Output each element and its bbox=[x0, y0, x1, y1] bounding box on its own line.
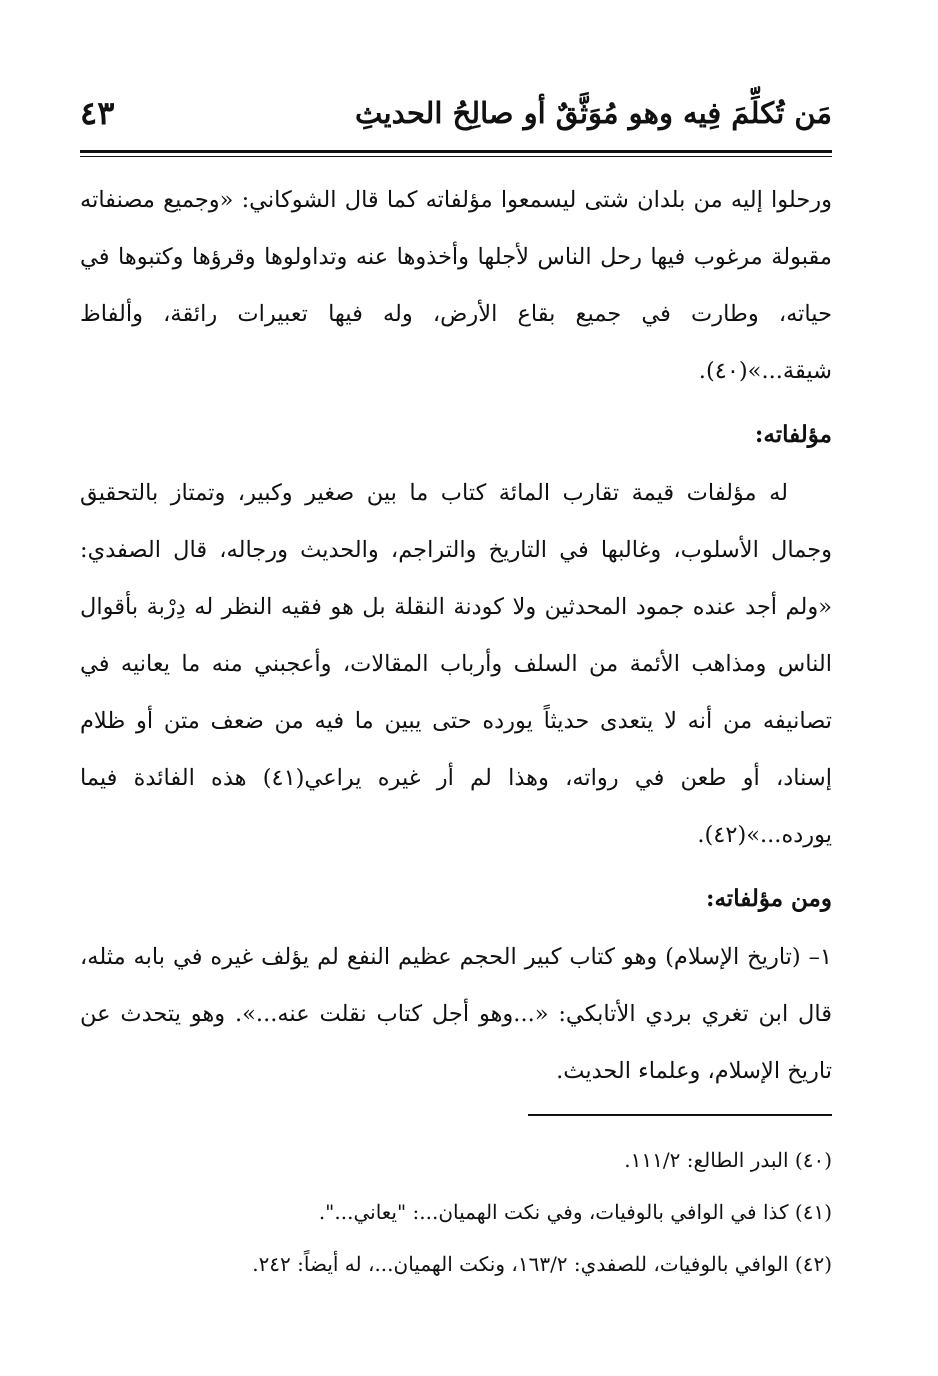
list-item-1: ١– (تاريخ الإسلام) وهو كتاب كبير الحجم عظيم النفع لم يؤلف غيره في بابه مثله، قال ابن تغري بردي الأتابكي: «...وهو أجل كتاب نقلت عنه...». وهو يتحدث عن تاريخ الإسلام، وعلماء الحديث. bbox=[80, 944, 832, 1084]
footnotes bbox=[80, 1134, 832, 1290]
page-header bbox=[80, 92, 832, 148]
main-text bbox=[80, 172, 832, 1100]
section-heading-works: مؤلفاته: bbox=[754, 421, 832, 448]
running-title: مَن تُكلِّمَ فِيه وهو مُوَثَّقٌ أو صالِحُ الحديثِ bbox=[355, 96, 832, 130]
footnote-40: (٤٠) البدر الطالع: ١١١/٢. bbox=[624, 1148, 832, 1172]
section-heading-some-works: ومن مؤلفاته: bbox=[705, 885, 832, 912]
footnote-42: (٤٢) الوافي بالوفيات، للصفدي: ١٦٣/٢، ونكت الهميان...، له أيضاً: ٢٤٢. bbox=[252, 1252, 832, 1276]
paragraph-2: له مؤلفات قيمة تقارب المائة كتاب ما بين صغير وكبير، وتمتاز بالتحقيق وجمال الأسلوب، وغالبها في التاريخ والتراجم، والحديث ورجاله، قال الصفدي: «ولم أجد عنده جمود المحدثين ولا كودنة النقلة بل هو فقيه النظر له دِرْبة بأقوال الناس ومذاهب الأئمة من السلف وأرباب المقالات، وأعجبني منه ما يعانيه في تصانيفه من أنه لا يتعدى حديثاً يورده حتى يبين ما فيه من ضعف متن أو ظلام إسناد، أو طعن في رواته، وهذا لم أر غيره يراعي(٤١) هذه الفائدة فيما يورده...»(٤٢). bbox=[80, 480, 833, 848]
page-number: ٤٣ bbox=[80, 94, 115, 132]
header-rule-thick bbox=[80, 150, 832, 153]
paragraph-1: ورحلوا إليه من بلدان شتى ليسمعوا مؤلفاته كما قال الشوكاني: «وجميع مصنفاته مقبولة مرغوب فيها رحل الناس لأجلها وأخذوها عنه وتداولوها وقرؤها وكتبوها في حياته، وطارت في جميع بقاع الأرض، وله فيها تعبيرات رائقة، وألفاظ شيقة...»(٤٠). bbox=[80, 187, 832, 384]
header-rule-thin bbox=[80, 156, 832, 157]
footnote-41: (٤١) كذا في الوافي بالوفيات، وفي نكت الهميان...: "يعاني...". bbox=[318, 1200, 832, 1224]
footnote-separator bbox=[528, 1114, 832, 1116]
